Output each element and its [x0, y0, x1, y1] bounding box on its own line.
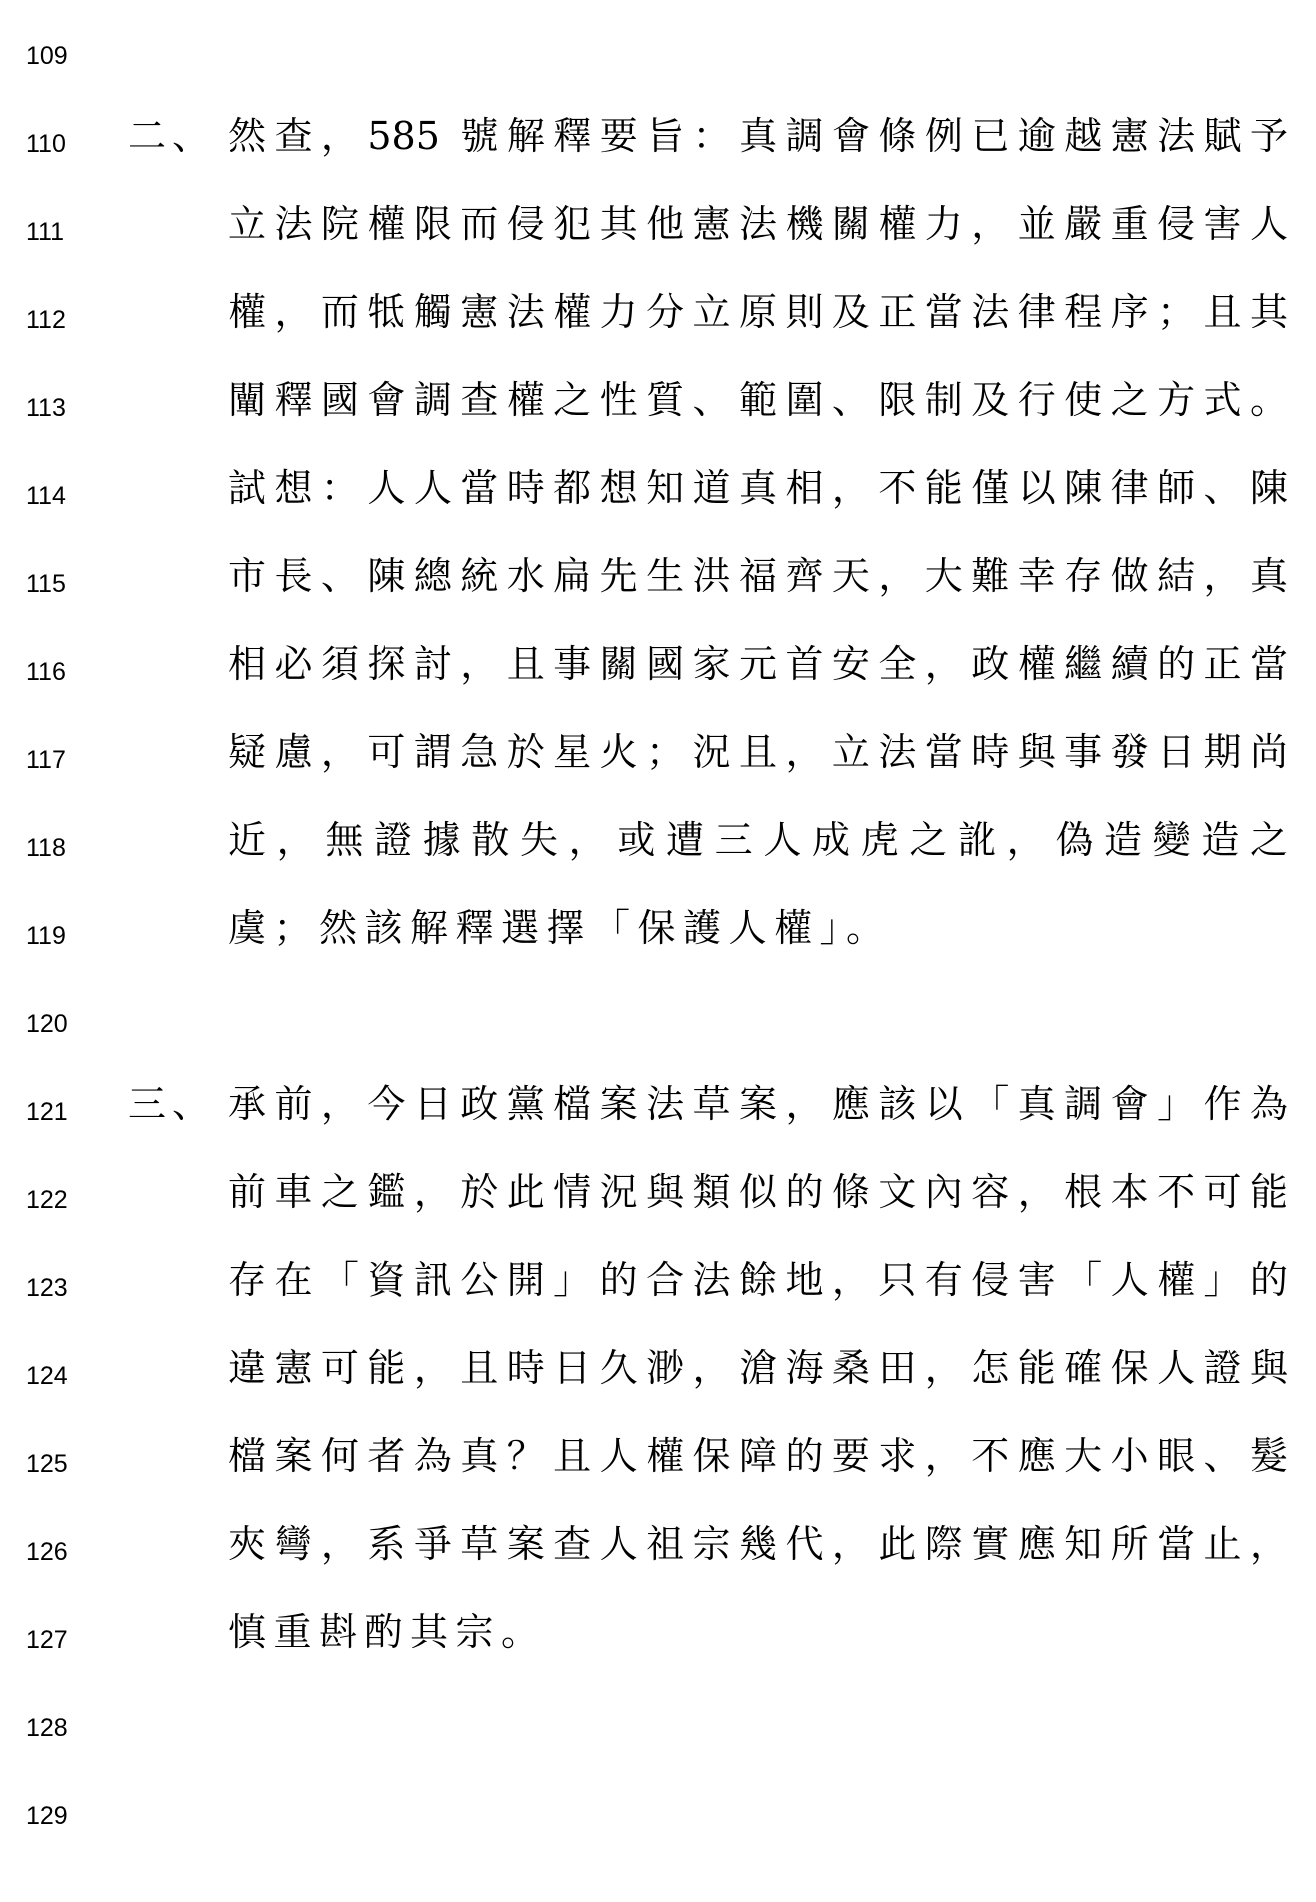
line-number: 116 [26, 658, 66, 686]
line-text: 承前，今日政黨檔案法草案，應該以「真調會」作為 [228, 1082, 1288, 1126]
line-text: 虞；然該解釋選擇「保護人權」。 [228, 906, 892, 950]
line-text: 前車之鑑，於此情況與類似的條文內容，根本不可能 [228, 1170, 1288, 1214]
line-number: 123 [26, 1274, 68, 1302]
section-marker: 二、 [128, 114, 217, 158]
document-line [0, 1416, 1316, 1504]
document-line [0, 1064, 1316, 1152]
document-line [0, 360, 1316, 448]
line-number: 124 [26, 1362, 68, 1390]
document-line [0, 448, 1316, 536]
line-text: 疑慮，可謂急於星火；況且，立法當時與事發日期尚 [228, 730, 1288, 774]
line-number: 129 [26, 1802, 68, 1830]
line-number: 110 [26, 130, 66, 158]
line-text: 市長、陳總統水扁先生洪福齊天，大難幸存做結，真 [228, 554, 1288, 598]
document-line [0, 1328, 1316, 1416]
document-line [0, 96, 1316, 184]
line-number: 121 [26, 1098, 68, 1126]
line-number: 120 [26, 1010, 68, 1038]
line-number: 118 [26, 834, 66, 862]
line-text: 檔案何者為真？且人權保障的要求，不應大小眼、髮 [228, 1434, 1288, 1478]
line-text: 近，無證據散失，或遭三人成虎之訛，偽造變造之 [228, 818, 1288, 862]
line-text: 違憲可能，且時日久渺，滄海桑田，怎能確保人證與 [228, 1346, 1288, 1390]
document-line [0, 1504, 1316, 1592]
line-text: 相必須探討，且事關國家元首安全，政權繼續的正當 [228, 642, 1288, 686]
line-number: 119 [26, 922, 66, 950]
document-line [0, 800, 1316, 888]
document-line [0, 8, 1316, 96]
document-line [0, 536, 1316, 624]
document-line [0, 1152, 1316, 1240]
document-line [0, 1680, 1316, 1768]
document-line [0, 1592, 1316, 1680]
document-line [0, 624, 1316, 712]
line-number: 117 [26, 746, 66, 774]
line-text: 權，而牴觸憲法權力分立原則及正當法律程序；且其 [228, 290, 1288, 334]
line-text: 試想：人人當時都想知道真相，不能僅以陳律師、陳 [228, 466, 1288, 510]
line-number: 113 [26, 394, 66, 422]
line-number: 126 [26, 1538, 68, 1566]
line-text: 夾彎，系爭草案查人祖宗幾代，此際實應知所當止， [228, 1522, 1288, 1566]
line-number: 125 [26, 1450, 68, 1478]
document-line [0, 712, 1316, 800]
line-number: 122 [26, 1186, 68, 1214]
document-line [0, 976, 1316, 1064]
document-line [0, 272, 1316, 360]
line-number: 112 [26, 306, 66, 334]
line-text: 慎重斟酌其宗。 [228, 1610, 547, 1654]
document-line [0, 1240, 1316, 1328]
line-number: 109 [26, 42, 68, 70]
document-line [0, 1768, 1316, 1856]
section-marker: 三、 [128, 1082, 217, 1126]
line-number: 111 [26, 218, 65, 246]
document-line [0, 184, 1316, 272]
line-number: 127 [26, 1626, 68, 1654]
line-text: 立法院權限而侵犯其他憲法機關權力，並嚴重侵害人 [228, 202, 1288, 246]
line-text: 闡釋國會調查權之性質、範圍、限制及行使之方式。 [228, 378, 1288, 422]
line-text: 然查，585 號解釋要旨：真調會條例已逾越憲法賦予 [228, 114, 1288, 158]
line-number: 115 [26, 570, 66, 598]
line-number: 128 [26, 1714, 68, 1742]
line-text: 存在「資訊公開」的合法餘地，只有侵害「人權」的 [228, 1258, 1288, 1302]
document-line [0, 888, 1316, 976]
line-number: 114 [26, 482, 66, 510]
